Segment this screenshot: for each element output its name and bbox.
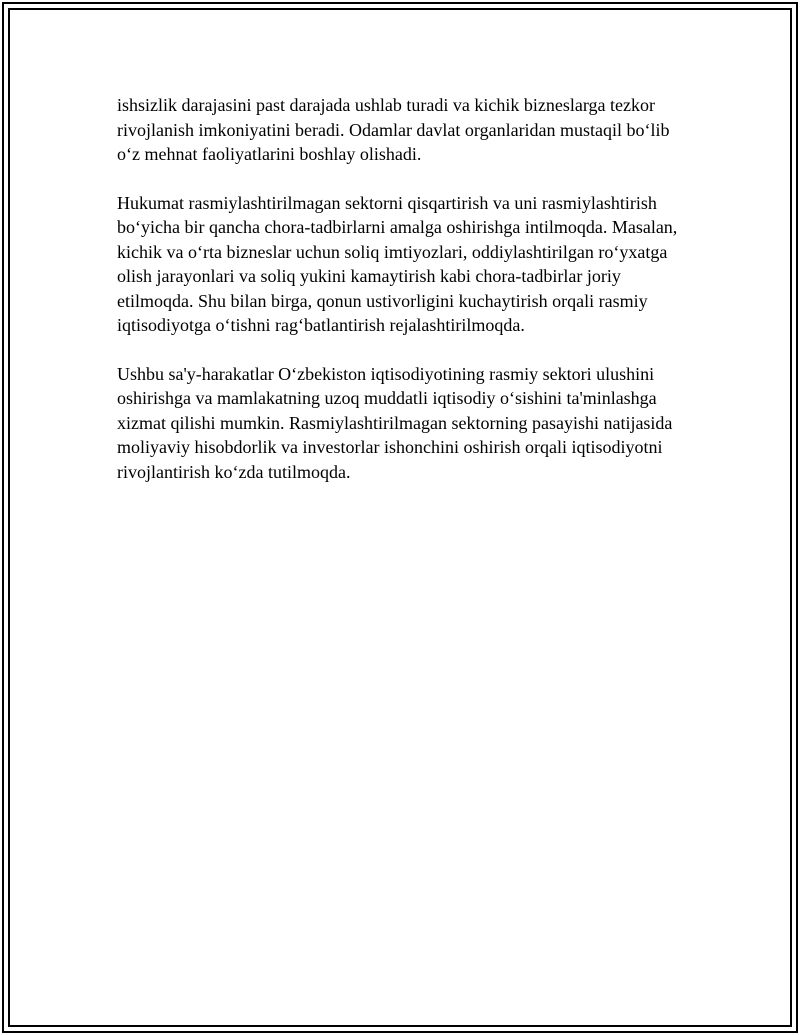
- document-body: [117, 93, 697, 508]
- paragraph-2: Hukumat rasmiylashtirilmagan sektorni qisqartirish va uni rasmiylashtirish bo‘yicha bir qancha chora-tadbirlarni amalga oshirishga intilmoqda. Masalan, kichik va o‘rta bizneslar uchun soliq imtiyozlari, oddiylashtirilgan ro‘yxatga olish jarayonlari va soliq yukini kamaytirish kabi chora-tadbirlar joriy etilmoqda. Shu bilan birga, qonun ustivorligini kuchaytirish orqali rasmiy iqtisodiyotga o‘tishni rag‘batlantirish rejalashtirilmoqda.: [117, 192, 678, 335]
- paragraph-3: Ushbu sa'y-harakatlar O‘zbekiston iqtisodiyotining rasmiy sektori ulushini oshirishga va mamlakatning uzoq muddatli iqtisodiy o‘sishini ta'minlashga xizmat qilishi mumkin. Rasmiylashtirilmagan sektorning pasayishi natijasida moliyaviy hisobdorlik va investorlar ishonchini oshirish orqali iqtisodiyotni rivojlantirish ko‘zda tutilmoqda.: [117, 363, 673, 482]
- paragraph-1: ishsizlik darajasini past darajada ushlab turadi va kichik bizneslarga tezkor rivojlanish imkoniyatini beradi. Odamlar davlat organlaridan mustaqil bo‘lib o‘z mehnat faoliyatlarini boshlay olishadi.: [117, 95, 670, 164]
